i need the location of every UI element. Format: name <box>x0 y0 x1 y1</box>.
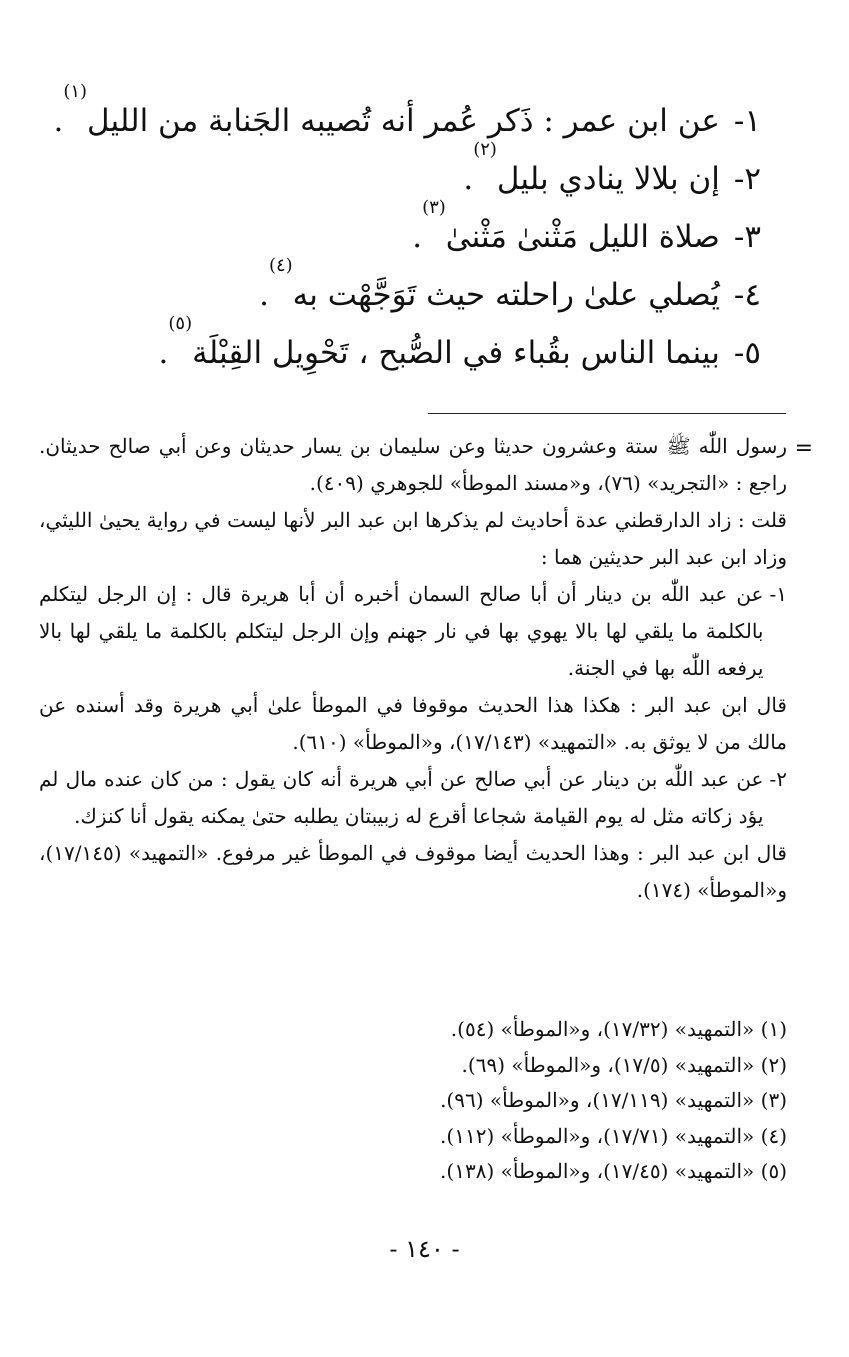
item-number: ١- <box>733 103 761 139</box>
item-text: صلاة الليل مَثْنىٰ مَثْنىٰ <box>445 219 720 255</box>
footnote-ref: (١) <box>63 81 88 102</box>
item-text: إن بلالا ينادي بليل <box>496 161 720 197</box>
hadith-item-3 <box>81 197 761 266</box>
item-text: عن ابن عمر : ذَكر عُمر أنه تُصيبه الجَنابة من الليل <box>87 103 720 139</box>
hadith-item-1 <box>53 81 761 150</box>
sub-item-text: عن عبد اللّٰه بن دينار أن أبا صالح السمان أخبره أن أبا هريرة قال : إن الرجل ليتكلم بالكلمة ما يلقي لها بالا يهوي بها في نار جهنم وإن الرجل ليتكلم بالكلمة ما يلقي لها بالا يرفعه اللّٰه بها في الجنة. <box>39 582 764 680</box>
sub-item-number: ٢- <box>769 767 787 791</box>
footnote-ref: (٣) <box>422 197 446 218</box>
item-end: . <box>158 335 169 371</box>
item-text: بينما الناس بقُباء في الصُّبح ، تَحْوِيل القِبْلَة <box>192 335 720 371</box>
item-number: ٥- <box>733 335 761 371</box>
footnote-5: (٥) «التمهيد» (١٧/٤٥)، و«الموطأ» (١٣٨). <box>440 1159 787 1183</box>
sub-item-number: ١- <box>769 582 787 606</box>
item-end: . <box>259 277 269 313</box>
hadith-item-2 <box>81 139 761 208</box>
footnote-2: (٢) «التمهيد» (١٧/٥)، و«الموطأ» (٦٩). <box>461 1052 787 1077</box>
item-number: ٤- <box>733 277 761 313</box>
footnote-ref: (٢) <box>473 139 497 160</box>
item-number: ٢- <box>733 161 761 197</box>
extra-hadith-2 <box>39 761 787 835</box>
footnote-3: (٣) «التمهيد» (١٧/١١٩)، و«الموطأ» (٩٦). <box>440 1088 787 1112</box>
footnote-ref: (٤) <box>268 255 293 276</box>
footnote-1: (١) «التمهيد» (١٧/٣٢)، و«الموطأ» (٥٤). <box>450 1017 787 1041</box>
sub-item-comment: قال ابن عبد البر : وهذا الحديث أيضا موقوف في الموطأ غير مرفوع. «التمهيد» (١٧/١٤٥)، و«الموطأ» (١٧٤). <box>39 841 787 902</box>
notes-paragraph-1: رسول اللّٰه ﷺ ستة وعشرون حديثا وعن سليمان بن يسار حديثان وعن أبي صالح حديثان. راجع : «التجريد» (٧٦)، و«مسند الموطأ» للجوهري (٤٠٩). <box>39 434 787 495</box>
extra-hadith-1 <box>39 576 787 687</box>
continuation-mark: = <box>794 436 813 461</box>
item-end: . <box>463 161 474 197</box>
continued-notes <box>39 428 787 909</box>
footnote-divider <box>428 413 786 414</box>
item-end: . <box>53 103 64 139</box>
sub-item-comment: قال ابن عبد البر : هكذا هذا الحديث موقوفا في الموطأ علىٰ أبي هريرة وقد أسنده عن مالك من لا يوثق به. «التمهيد» (١٧/١٤٣)، و«الموطأ» (٦١٠). <box>39 693 787 754</box>
item-end: . <box>412 219 423 255</box>
page-number: - ١٤٠ - <box>389 1235 460 1263</box>
hadith-item-5 <box>81 313 761 382</box>
notes-paragraph-2: قلت : زاد الدارقطني عدة أحاديث لم يذكرها ابن عبد البر لأنها ليست في رواية يحيىٰ الليثي، وزاد ابن عبد البر حديثين هما : <box>39 508 787 569</box>
footnote-ref: (٥) <box>168 313 193 334</box>
footnotes <box>39 1012 787 1190</box>
hadith-list <box>53 81 761 382</box>
item-text: يُصلي علىٰ راحلته حيث تَوَجَّهْت به <box>292 277 720 313</box>
sub-item-text: عن عبد اللّٰه بن دينار عن أبي صالح عن أبي هريرة أنه كان يقول : من كان عنده مال لم يؤد زكاته مثل له يوم القيامة شجاعا أقرع له زبيبتان يطلبه حتىٰ يمكنه يقول أنا كنزك. <box>39 767 764 828</box>
item-number: ٣- <box>733 219 761 255</box>
footnote-4: (٤) «التمهيد» (١٧/٧١)، و«الموطأ» (١١٢). <box>440 1123 787 1148</box>
